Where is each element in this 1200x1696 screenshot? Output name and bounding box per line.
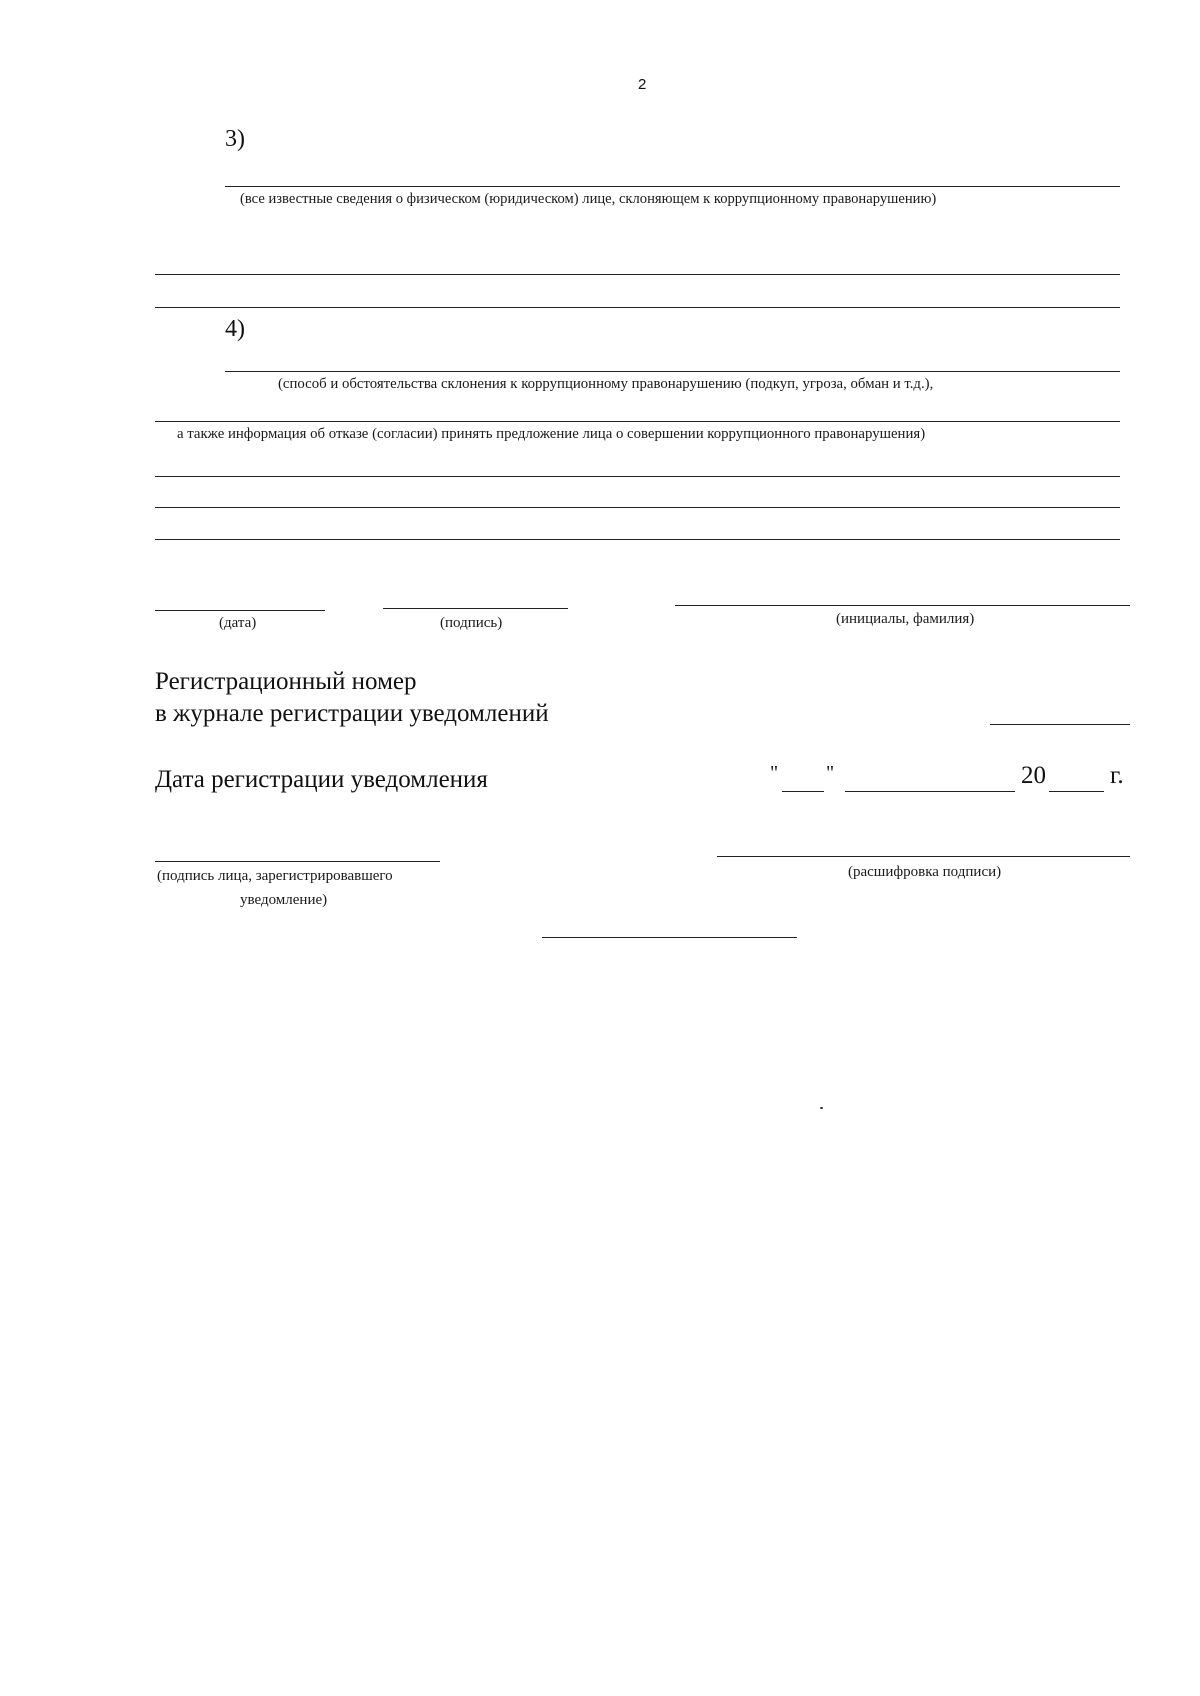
date-line — [155, 610, 325, 611]
month-line — [845, 791, 1015, 792]
registration-number-label-1: Регистрационный номер — [155, 668, 417, 695]
item-3-number: 3) — [225, 126, 245, 152]
registration-number-label-2: в журнале регистрации уведомлений — [155, 700, 549, 727]
registration-date-label: Дата регистрации уведомления — [155, 766, 488, 793]
item-4-number: 4) — [225, 316, 245, 342]
date-label: (дата) — [219, 615, 257, 631]
item-4-caption-line — [155, 421, 1120, 422]
item-4-blank-line-1 — [155, 476, 1120, 477]
item-4-caption-1: (способ и обстоятельства склонения к коррупционному правонарушению (подкуп, угроза, обман и т.д.), — [278, 376, 934, 392]
year-prefix: 20 — [1021, 762, 1046, 789]
item-4-blank-line-3 — [155, 539, 1120, 540]
signature-label: (подпись) — [440, 615, 503, 631]
day-line — [782, 791, 824, 792]
registrar-decode-label: (расшифровка подписи) — [848, 864, 1002, 880]
date-quote-close: " — [826, 762, 835, 784]
signature-line — [383, 608, 568, 609]
registration-number-line — [990, 724, 1130, 725]
registrar-signature-label-2: уведомление) — [240, 892, 328, 908]
name-line — [675, 605, 1130, 606]
item-4-line — [225, 371, 1120, 372]
date-quote-open: " — [770, 762, 779, 784]
year-suffix: г. — [1110, 762, 1124, 789]
item-3-line — [225, 186, 1120, 187]
item-3-blank-line-1 — [155, 274, 1120, 275]
registrar-decode-line — [717, 856, 1130, 857]
year-line — [1049, 791, 1104, 792]
page-number: 2 — [638, 76, 647, 93]
item-4-blank-line-2 — [155, 507, 1120, 508]
name-label: (инициалы, фамилия) — [836, 611, 975, 627]
registrar-signature-line — [155, 861, 440, 862]
registrar-signature-label-1: (подпись лица, зарегистрировавшего — [157, 868, 393, 884]
item-4-caption-2: а также информация об отказе (согласии) принять предложение лица о совершении коррупционного правонарушения) — [177, 426, 926, 442]
item-3-blank-line-2 — [155, 307, 1120, 308]
item-3-caption: (все известные сведения о физическом (юридическом) лице, склоняющем к коррупционному правонарушению) — [240, 191, 937, 207]
closing-divider — [542, 937, 797, 938]
scan-speck — [820, 1107, 823, 1109]
